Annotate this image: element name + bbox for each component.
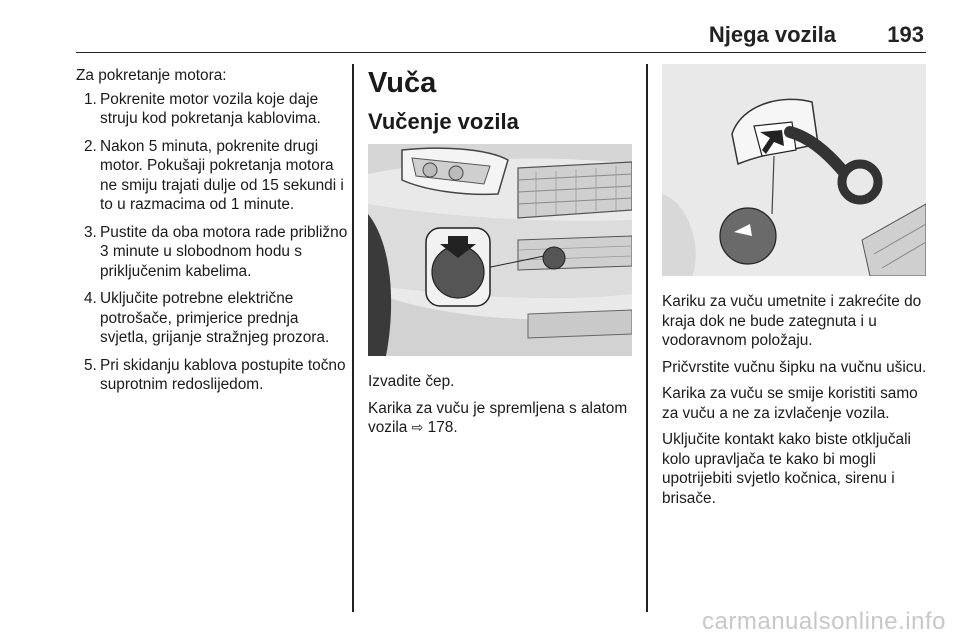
column-divider [646, 64, 648, 612]
list-item: 1. Pokrenite motor vozila koje daje struju kod pokretanja kablovima. [84, 90, 321, 127]
column-middle [368, 64, 634, 445]
page-reference: 178. [427, 419, 458, 436]
paragraph: Pričvrstite vučnu šipku na vučnu ušicu. [662, 358, 927, 376]
car-front-illustration [368, 144, 632, 356]
column-left [76, 64, 348, 403]
list-item: 5. Pri skidanju kablova postupite točno suprotnim redoslijedom. [84, 356, 346, 393]
list-item: 3. Pustite da oba motora rade približno 3 minute u slobodnom hodu s priključenim kabelima. [84, 223, 348, 280]
section-heading: Vučenje vozila [368, 109, 519, 134]
watermark: carmanualsonline.info [702, 608, 946, 635]
towing-eye-illustration [662, 64, 926, 276]
caption: Izvadite čep. [368, 373, 455, 390]
list-item: 2. Nakon 5 minuta, pokrenite drugi motor. Pokušaji pokretanja motora ne smiju trajati dulje od 15 sekundi i to u razmacima od 1 minute. [84, 137, 344, 213]
paragraph: Karika za vuču je spremljena s alatom vozila ⇨ 178. [368, 399, 628, 436]
steps-list [76, 90, 348, 395]
page-number: 193 [887, 22, 924, 47]
paragraph: Uključite kontakt kako biste otključali kolo upravljača te kako bi mogli upotrijebiti svjetlo kočnica, sirenu i brisače. [662, 431, 911, 507]
chapter-heading: Vuča [368, 67, 437, 99]
steps-intro: Za pokretanje motora: [76, 67, 227, 84]
section-title: Njega vozila [708, 22, 836, 47]
paragraph: Kariku za vuču umetnite i zakrećite do kraja dok ne bude zategnuta i u vodoravnom položaju. [662, 293, 922, 349]
list-item: 4. Uključite potrebne električne potrošače, primjerice prednja svjetla, grijanje stražnjeg prozora. [84, 290, 330, 346]
arrow-reference-icon: ⇨ [411, 419, 424, 435]
column-right [662, 64, 930, 515]
page-header [76, 0, 926, 53]
paragraph: Karika za vuču se smije koristiti samo za vuču a ne za izvlačenje vozila. [662, 385, 918, 422]
column-divider [352, 64, 354, 612]
